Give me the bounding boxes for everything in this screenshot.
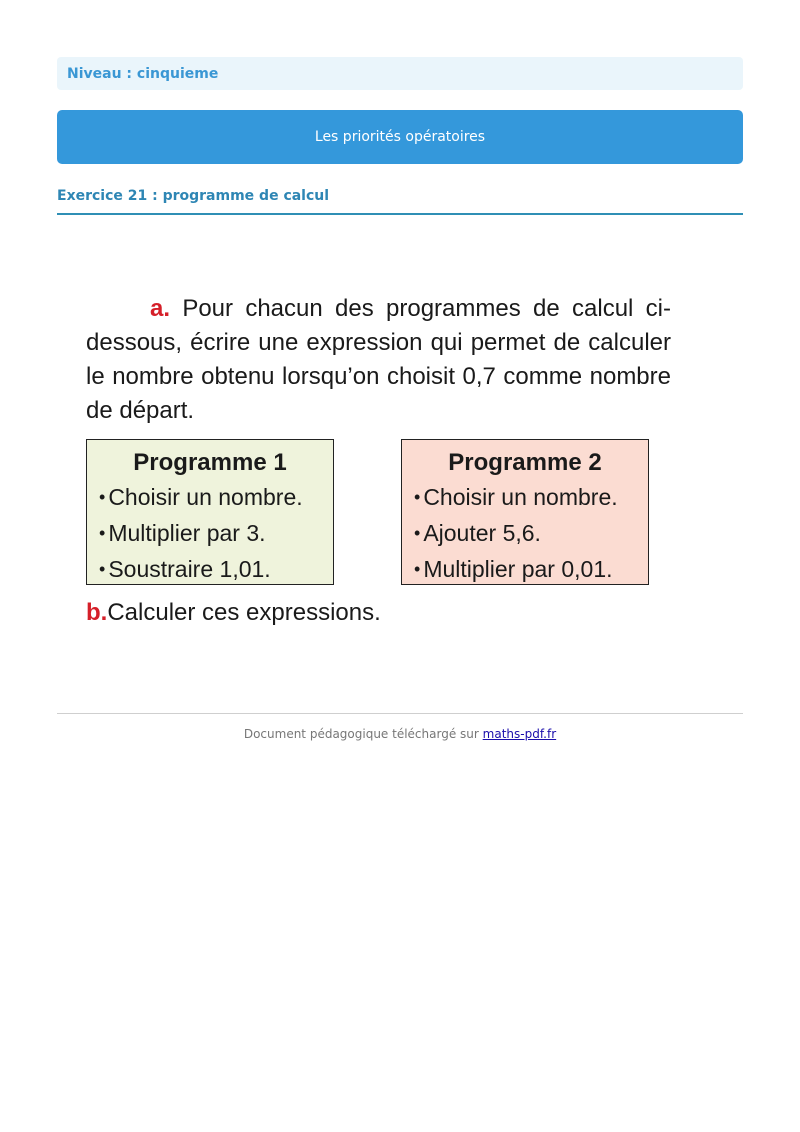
- step-text: Choisir un nombre.: [423, 484, 618, 510]
- step-text: Soustraire 1,01.: [108, 556, 271, 582]
- bullet-icon: •: [414, 487, 421, 507]
- program-1-steps: [99, 480, 333, 588]
- list-item: [414, 552, 648, 588]
- level-label: Niveau : cinquieme: [67, 65, 219, 82]
- program-1-title: Programme 1: [133, 449, 287, 476]
- part-b-text: Calculer ces expressions.: [107, 599, 381, 626]
- part-b-statement: [86, 596, 671, 630]
- topic-title: Les priorités opératoires: [314, 129, 486, 145]
- exercise-content: [86, 292, 686, 630]
- bullet-icon: •: [99, 559, 106, 579]
- list-item: [99, 552, 333, 588]
- topic-banner: [57, 110, 743, 164]
- list-item: [414, 480, 648, 516]
- exercise-title: Exercice 21 : programme de calcul: [57, 188, 330, 204]
- exercise-heading: [57, 185, 743, 215]
- list-item: [414, 516, 648, 552]
- bullet-icon: •: [99, 487, 106, 507]
- bullet-icon: •: [414, 559, 421, 579]
- list-item: [99, 516, 333, 552]
- footer-divider: [57, 713, 743, 714]
- program-2-box: [401, 439, 649, 585]
- part-b-marker: b.: [86, 599, 108, 626]
- program-2-steps: [414, 480, 648, 588]
- part-a-marker: a.: [150, 295, 171, 322]
- part-a-statement: [86, 292, 671, 428]
- program-1-box: [86, 439, 334, 585]
- footer: [0, 727, 800, 741]
- step-text: Multiplier par 3.: [108, 520, 266, 546]
- list-item: [99, 480, 333, 516]
- level-bar: [57, 57, 743, 90]
- step-text: Multiplier par 0,01.: [423, 556, 613, 582]
- step-text: Ajouter 5,6.: [423, 520, 541, 546]
- bullet-icon: •: [414, 523, 421, 543]
- bullet-icon: •: [99, 523, 106, 543]
- program-2-title: Programme 2: [448, 449, 602, 476]
- footer-text: Document pédagogique téléchargé sur: [243, 727, 479, 741]
- footer-link[interactable]: maths-pdf.fr: [482, 727, 557, 741]
- step-text: Choisir un nombre.: [108, 484, 303, 510]
- part-a-text: Pour chacun des programmes de calcul ci-dessous, écrire une expression qui permet de calculer le nombre obtenu lorsqu’on choisit 0,7 comme nombre de départ.: [86, 295, 672, 424]
